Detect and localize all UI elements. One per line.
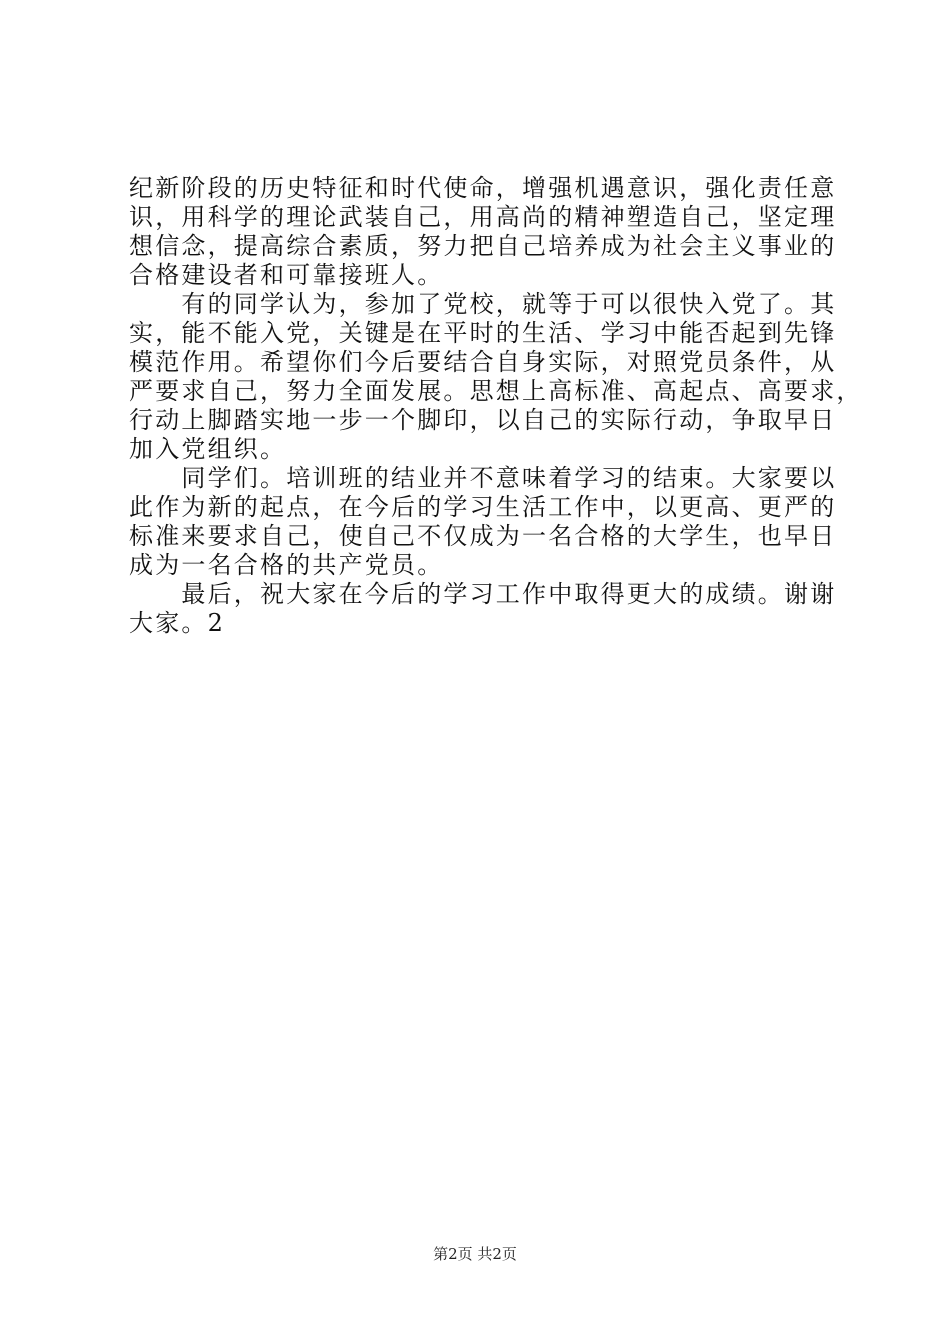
text-line: 严要求自己，努力全面发展。思想上高标准、高起点、高要求， — [129, 377, 863, 405]
text-line: 此作为新的起点，在今后的学习生活工作中，以更高、更严的 — [129, 493, 837, 521]
text-line: 实，能不能入党，关键是在平时的生活、学习中能否起到先锋 — [129, 319, 837, 347]
text-line: 有的同学认为，参加了党校，就等于可以很快入党了。其 — [129, 290, 837, 318]
text-line: 大家。2 — [129, 609, 226, 637]
text-line: 合格建设者和可靠接班人。 — [129, 261, 444, 289]
text-line: 识，用科学的理论武装自己，用高尚的精神塑造自己，坚定理 — [129, 203, 837, 231]
text-line: 同学们。培训班的结业并不意味着学习的结束。大家要以 — [129, 464, 837, 492]
text-line: 纪新阶段的历史特征和时代使命，增强机遇意识，强化责任意 — [129, 174, 837, 202]
text-line: 成为一名合格的共产党员。 — [129, 551, 444, 579]
text-line: 模范作用。希望你们今后要结合自身实际，对照党员条件，从 — [129, 348, 837, 376]
document-body — [129, 174, 863, 638]
text-line: 想信念，提高综合素质，努力把自己培养成为社会主义事业的 — [129, 232, 837, 260]
text-line: 最后，祝大家在今后的学习工作中取得更大的成绩。谢谢 — [129, 580, 837, 608]
page-footer: 第2页 共2页 — [433, 1245, 517, 1263]
text-line: 加入党组织。 — [129, 435, 287, 463]
text-line: 标准来要求自己，使自己不仅成为一名合格的大学生，也早日 — [129, 522, 837, 550]
text-line: 行动上脚踏实地一步一个脚印，以自己的实际行动，争取早日 — [129, 406, 837, 434]
